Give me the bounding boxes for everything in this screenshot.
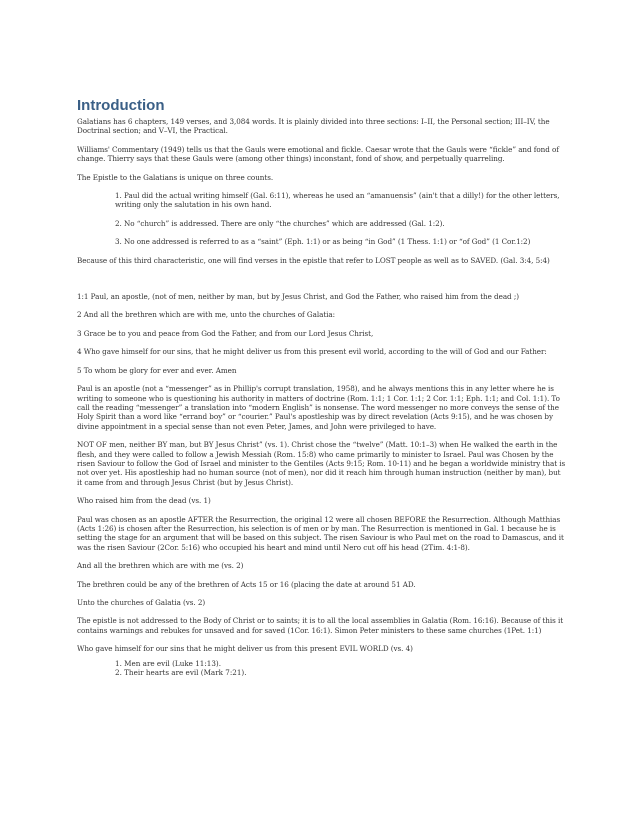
verse: 2 And all the brethren which are with me, unto the churches of Galatia: <box>77 310 336 320</box>
commentary-heading: Unto the churches of Galatia (vs. 2) <box>77 598 206 607</box>
evil-list <box>115 659 567 678</box>
list-item: 1. Men are evil (Luke 11:13). <box>115 658 222 668</box>
intro-paragraph: Galatians has 6 chapters, 149 verses, and 3,084 words. It is plainly divided into three sections: I–II, the Personal section; III–IV, the Doctrinal section; and V–VI, the Practical. <box>77 117 550 136</box>
commentary-paragraph: The epistle is not addressed to the Body of Christ or to saints; it is to all the local assemblies in Galatia (Rom. 16:16). Because of this it contains warnings and rebukes for unsaved and for saved (1Cor. 16:1). Simon Peter ministers to these same churches (1Pet. 1:1) <box>77 616 564 635</box>
commentary-heading: Who raised him from the dead (vs. 1) <box>77 496 211 506</box>
verse: 5 To whom be glory for ever and ever. Amen <box>77 365 237 375</box>
verse: 1:1 Paul, an apostle, (not of men, neither by man, but by Jesus Christ, and God the Father, who raised him from the dead ;) <box>77 292 519 302</box>
count-item: 2. No “church” is addressed. There are only “the churches” which are addressed (Gal. 1:2). <box>115 218 445 228</box>
third-characteristic-note: Because of this third characteristic, one will find verses in the epistle that refer to LOST people as well as to SAVED. (Gal. 3:4, 5:4) <box>77 255 550 265</box>
list-item: 2. Their hearts are evil (Mark 7:21). <box>115 668 247 678</box>
document-body <box>77 97 567 677</box>
commentary-paragraph: NOT OF men, neither BY man, but BY Jesus Christ” (vs. 1). Christ chose the “twelve” (Matt. 10:1–3) when He walked the earth in the flesh, and they were called to follow a Jewish Messiah (Rom. 15:8) who came primarily to minister to Israel. Paul was Chosen by the risen Saviour to follow the God of Israel and minister to the Gentiles (Acts 9:15; Rom. 10-11) and he began a worldwide ministry that is not over yet. His apostleship had no human source (not of men), nor did it reach him through human instruction (neither by man), but it came from and through Jesus Christ (but by Jesus Christ). <box>77 440 566 487</box>
commentary-paragraph: The brethren could be any of the brethren of Acts 15 or 16 (placing the date at around 51 AD. <box>77 579 416 589</box>
commentary-heading: And all the brethren which are with me (vs. 2) <box>77 561 244 571</box>
commentary-paragraph: Paul is an apostle (not a “messenger” as in Phillip's corrupt translation, 1958), and he always mentions this in any letter where he is writing to someone who is questioning his authority in matters of doctrine (Rom. 1:1; 1 Cor. 1:1; 2 Cor. 1:1; Eph. 1:1; and Col. 1:1). To call the reading “messenger” a translation into “modern English” is nonsense. The word messenger no more conveys the sense of the Holy Spirit than a word like “errand boy” or “courier.” Paul's apostleship was by direct revelation (Acts 9:15), and he was chosen by divine appointment in a special sense than not even Peter, James, and John were privileged to have. <box>77 384 560 431</box>
verse: 3 Grace be to you and peace from God the Father, and from our Lord Jesus Christ, <box>77 328 374 338</box>
count-item: 3. No one addressed is referred to as a “saint” (Eph. 1:1) or as being “in God” (1 Thess. 1:1) or “of God” (1 Cor.1:2) <box>115 237 531 247</box>
page-title: Introduction <box>77 97 165 114</box>
intro-paragraph: The Epistle to the Galatians is unique on three counts. <box>77 172 274 182</box>
commentary-heading: Who gave himself for our sins that he might deliver us from this present EVIL WORLD (vs. 4) <box>77 644 413 654</box>
section-gap <box>77 274 567 292</box>
verse: 4 Who gave himself for our sins, that he might deliver us from this present evil world, according to the will of God and our Father: <box>77 347 547 357</box>
commentary-paragraph: Paul was chosen as an apostle AFTER the Resurrection, the original 12 were all chosen BEFORE the Resurrection. Although Matthias (Acts 1:26) is chosen after the Resurrection, his selection is of men or by man. The Resurrection is mentioned in Gal. 1 because he is setting the stage for an argument that will be based on this subject. The risen Saviour is who Paul met on the road to Damascus, and it was the risen Saviour (2Cor. 5:16) who occupied his heart and mind until Nero cut off his head (2Tim. 4:1-8). <box>77 514 564 552</box>
intro-paragraph: Williams' Commentary (1949) tells us that the Gauls were emotional and fickle. Caesar wrote that the Gauls were “fickle” and fond of change. Thierry says that these Gauls were (among other things) inconstant, fond of show, and perpetually quarreling. <box>77 144 559 164</box>
count-item: 1. Paul did the actual writing himself (Gal. 6:11), whereas he used an “amanuensis” (ain't that a dilly!) for the other letters, writing only the salutation in his own hand. <box>115 191 560 210</box>
